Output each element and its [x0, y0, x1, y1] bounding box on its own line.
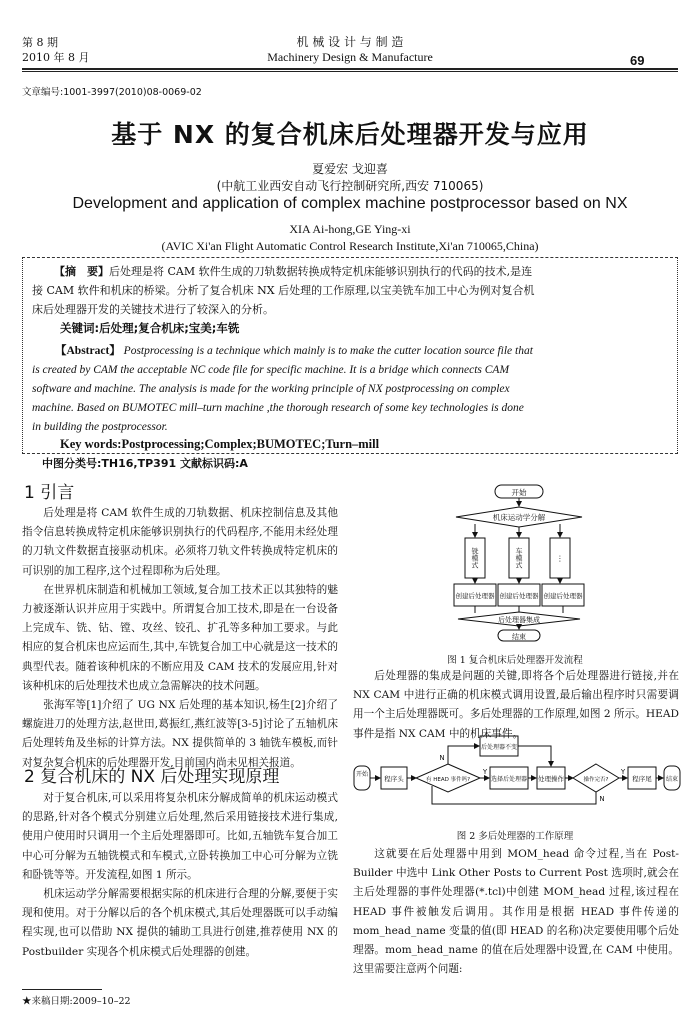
classification: 中图分类号:TH16,TP391 文献标识码:A [42, 457, 248, 470]
paragraph: 对于复合机床,可以采用将复杂机床分解成简单的机床运动模式的思路,针对各个模式分别建立后处理,然后采用链接技术进行集成,使用户使用时只调用一个主后处理器即可。比如,五轴铣车复合加工中心可分解为五轴铣模式和车模式,立卧转换加工中心可分解为立铣和卧铣等等。开发流程,如图 1 所示。 [22, 792, 338, 881]
svg-text:Y: Y [620, 768, 626, 776]
paragraph: 在世界机床制造和机械加工领域,复合加工技术正以其独特的魅力被逐渐认识并应用于实践中。所谓复合加工技术,即是在一台设备上完成车、铣、钻、镗、攻丝、铰孔、扩孔等多种加工要求。与此相应的复合机床也应运而生,其中,车铣复合加工中心就是这一技术的典型代表。随着该种机床的不断应用及 CAM 技术的发展应用,针对该种机床的后处理技术也成立急需解决的技术问题。 [22, 583, 338, 692]
svg-text:处理操作: 处理操作 [538, 775, 564, 783]
svg-text:N: N [599, 795, 605, 803]
title-cn: 基于 NX 的复合机床后处理器开发与应用 [111, 120, 589, 149]
received-date: ★来稿日期:2009–10–22 [22, 996, 131, 1007]
footnote-rule [22, 989, 102, 990]
article-id: 文章编号:1001-3997(2010)08-0069-02 [22, 87, 202, 98]
right-column-para2: 这就要在后处理器中用到 MOM_head 命令过程,当在 Post-Builder 中选中 Link Other Posts to Current Post 选项时,就会在主后处理器的事件处理器(*.tcl)中创建 MOM_head 过程,该过程在 HEAD 事件被触发后调用。其作用是根据 HEAD 事件传递的 mom_head_name 变量的值(即 HEAD 的名称)决定要使用哪个后处理器。mom_head_name 的值在后处理器中设置,在 CAM 中使用。这里需要注意两个问题: [353, 848, 679, 976]
institute-en: (AVIC Xi'an Flight Automatic Control Research Institute,Xi'an 710065,China) [161, 239, 539, 253]
figure1-caption: 图 1 复合机床后处理器开发流程 [447, 655, 583, 666]
authors-cn: 夏爱宏 戈迎喜 [312, 162, 388, 176]
svg-text:选择后处理器: 选择后处理器 [490, 776, 528, 783]
right-column-para1: 后处理器的集成是问题的关键,即将各个后处理器进行链接,并在 NX CAM 中进行正确的机床模式调用设置,最后输出程序时只需要调用一个主后处理器既可。多后处理器的工作原理,如图 2 所示。HEAD 事件是指 NX CAM 中的机床事件。 [353, 670, 679, 740]
abstract-en: 【Abstract】 Postprocessing is a technique which mainly is to make the cutter location source file that is created by CAM the acceptable NC code file for specific machine. It is a bridge which connects CAM software and machine. The analysis is made for the working principle of NX postprocessing on complex machine. Based on BUMOTEC mill–turn machine ,the thorough research of some key technologies is done in building the postprocessor. [32, 345, 533, 433]
svg-text:结束: 结束 [665, 776, 679, 783]
svg-text:N: N [439, 754, 445, 762]
svg-text:Y: Y [482, 768, 488, 776]
abstract-en-label: 【Abstract】 [55, 345, 121, 357]
section1-heading: 1 引言 [24, 483, 75, 503]
svg-text:有 HEAD 事件吗?: 有 HEAD 事件吗? [425, 777, 471, 783]
svg-text:开始: 开始 [355, 771, 369, 778]
section2-body [22, 789, 338, 962]
figure1-flowchart [440, 482, 600, 642]
header-rule-thin [22, 71, 678, 72]
issue-number: 第 8 期 [22, 36, 58, 49]
keywords-en: Key words:Postprocessing;Complex;BUMOTEC;Turn–mill [60, 437, 380, 451]
svg-text:程序尾: 程序尾 [632, 775, 652, 783]
issue-date: 2010 年 8 月 [22, 51, 90, 64]
journal-name-cn: 机 械 设 计 与 制 造 [296, 35, 404, 49]
svg-text:⋮: ⋮ [556, 554, 564, 563]
svg-text:结束: 结束 [512, 633, 526, 641]
journal-name-en: Machinery Design & Manufacture [267, 50, 433, 64]
fig2-start-node [354, 766, 370, 790]
header-rule [22, 68, 678, 70]
keywords-cn: 关键词:后处理;复合机床;宝美;车铣 [60, 321, 240, 335]
paragraph: 机床运动学分解需要根据实际的机床进行合理的分解,要便于实现和使用。对于分解以后的各个机床模式,其后处理器既可以手动编程实现,也可以借助 NX 提供的辅助工具进行创建,推荐使用 NX 的 Postbuilder 实现各个机床模式后处理器的创建。 [22, 888, 338, 958]
abstract-cn-label: 【摘 要】 [54, 265, 109, 278]
page-number: 69 [630, 53, 645, 68]
svg-text:操作完否?: 操作完否? [583, 777, 609, 783]
svg-text:程序头: 程序头 [384, 775, 404, 783]
svg-text:创建后处理器: 创建后处理器 [543, 592, 583, 600]
svg-text:车模式: 车模式 [515, 547, 523, 569]
svg-text:创建后处理器: 创建后处理器 [455, 592, 495, 600]
paragraph: 后处理是将 CAM 软件生成的刀轨数据、机床控制信息及其他指令信息转换成特定机床能够识别执行的代码程序,不能用未经处理的刀轨文件数据直接驱动机床。必须将刀轨文件转换成特定机床的可识别的加工程序,这个过程即称为后处理。 [22, 507, 338, 577]
svg-text:开始: 开始 [511, 488, 527, 497]
paragraph: 张海军等[1]介绍了 UG NX 后处理的基本知识,杨生[2]介绍了螺旋进刀的处理方法,赵世田,葛振红,燕红波等[3-5]讨论了五轴机床后处理转角及坐标的计算方法。NX 提供简单的 3 轴铣车模板,而针对复杂复合机床的后处理器开发,目前国内尚未见相关报道。 [22, 699, 338, 769]
figure2-caption: 图 2 多后处理器的工作原理 [456, 831, 574, 842]
section2-heading: 2 复合机床的 NX 后处理实现原理 [24, 767, 280, 787]
section1-body [22, 504, 338, 773]
svg-text:创建后处理器: 创建后处理器 [499, 592, 539, 600]
svg-text:铣模式: 铣模式 [471, 547, 479, 569]
svg-text:后处理器集成: 后处理器集成 [498, 616, 540, 624]
institute-cn: (中航工业西安自动飞行控制研究所,西安 710065) [216, 179, 484, 193]
title-en: Development and application of complex machine postprocessor based on NX [72, 195, 628, 212]
authors-en: XIA Ai-hong,GE Ying-xi [289, 222, 411, 236]
abstract-cn: 【摘 要】后处理是将 CAM 软件生成的刀轨数据转换成特定机床能够识别执行的代码的技术,是连 接 CAM 软件和机床的桥梁。分析了复合机床 NX 后处理的工作原理,以宝美铣车加工中心为例对复合机 床后处理器开发的关键技术进行了较深入的分析。 [32, 265, 535, 316]
figure2-flowchart [352, 734, 682, 824]
svg-text:机床运动学分解: 机床运动学分解 [492, 513, 546, 522]
svg-text:后处理器不变: 后处理器不变 [480, 744, 518, 751]
